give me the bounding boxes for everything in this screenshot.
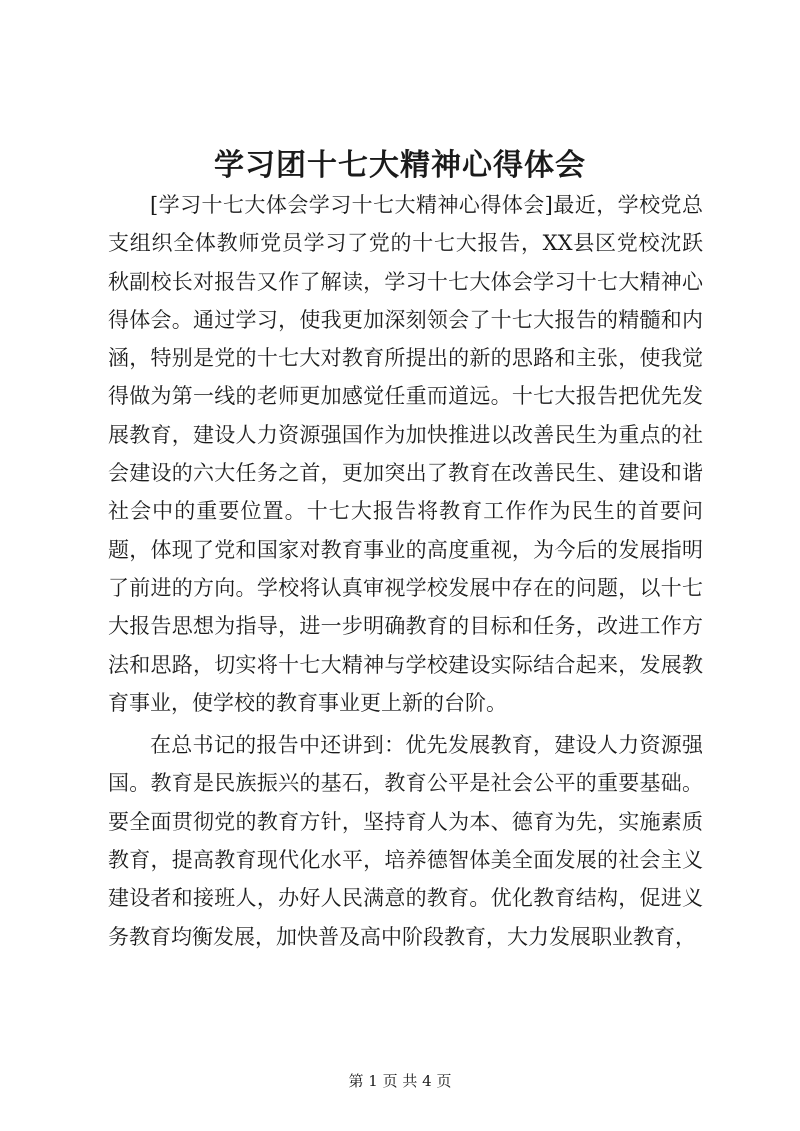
page-number: 第 1 页 共 4 页 — [348, 1072, 452, 1090]
document-body — [108, 186, 703, 960]
paragraph: [学习十七大体会学习十七大精神心得体会]最近，学校党总支组织全体教师党员学习了党的十七大报告，XX县区党校沈跃秋副校长对报告又作了解读，学习十七大体会学习十七大精神心得体会。通过学习，使我更加深刻领会了十七大报告的精髓和内涵，特别是党的十七大对教育所提出的新的思路和主张，使我觉得做为第一线的老师更加感觉任重而道远。十七大报告把优先发展教育，建设人力资源强国作为加快推进以改善民生为重点的社会建设的六大任务之首，更加突出了教育在改善民生、建设和谐社会中的重要位置。十七大报告将教育工作作为民生的首要问题，体现了党和国家对教育事业的高度重视，为今后的发展指明了前进的方向。学校将认真审视学校发展中存在的问题，以十七大报告思想为指导，进一步明确教育的目标和任务，改进工作方法和思路，切实将十七大精神与学校建设实际结合起来，发展教育事业，使学校的教育事业更上新的台阶。 — [108, 193, 703, 715]
document-title: 学习团十七大精神心得体会 — [214, 148, 586, 183]
paragraph: 在总书记的报告中还讲到：优先发展教育，建设人力资源强国。教育是民族振兴的基石，教育公平是社会公平的重要基础。要全面贯彻党的教育方针，坚持育人为本、德育为先，实施素质教育，提高教育现代化水平，培养德智体美全面发展的社会主义建设者和接班人，办好人民满意的教育。优化教育结构，促进义务教育均衡发展，加快普及高中阶段教育，大力发展职业教育， — [108, 733, 703, 949]
